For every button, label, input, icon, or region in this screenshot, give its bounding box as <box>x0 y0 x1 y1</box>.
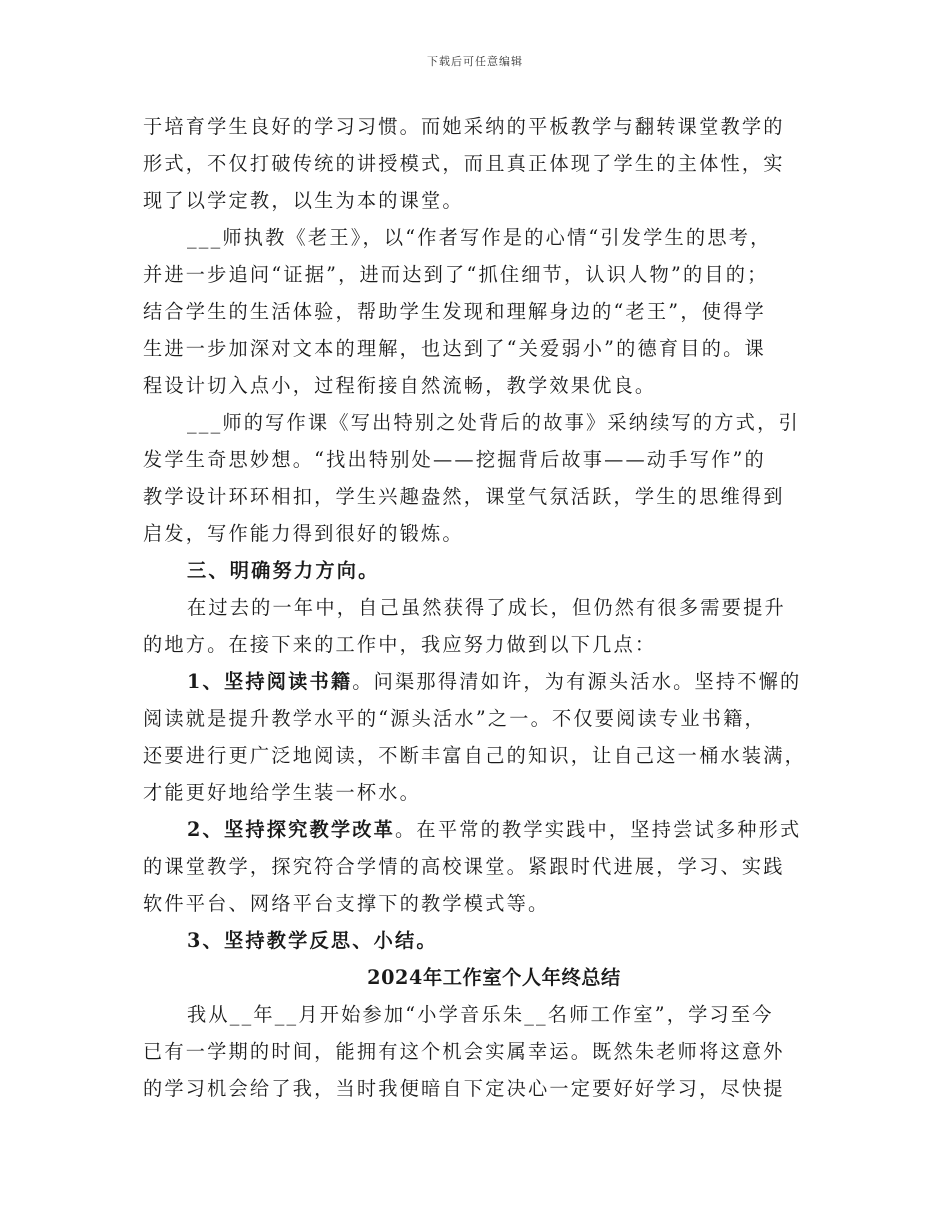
paragraph-start-line: 在过去的一年中，自己虽然获得了成长，但仍然有很多需要提升 <box>187 596 786 619</box>
document-title: 2024年工作室个人年终总结 <box>367 966 621 989</box>
point-text: 。问渠那得清如许，为有源头活水。坚持不懈的 <box>352 670 802 693</box>
numbered-point-line <box>143 815 823 852</box>
body-line: 发学生奇思妙想。“找出特别处——挖掘背后故事——动手写作”的 <box>143 448 766 471</box>
paragraph-start-line: 我从__年__月开始参加“小学音乐朱__名师工作室”，学习至今 <box>187 1003 774 1026</box>
body-line: 现了以学定教，以生为本的课堂。 <box>143 189 464 212</box>
body-line: 软件平台、网络平台支撑下的教学模式等。 <box>143 892 550 915</box>
point-heading: 1、坚持阅读书籍 <box>187 670 353 693</box>
body-line: 的学习机会给了我，当时我便暗自下定决心一定要好好学习，尽快提 <box>143 1077 785 1100</box>
body-line: 结合学生的生活体验，帮助学生发现和理解身边的“老王”，使得学 <box>143 300 766 323</box>
body-line: 形式，不仅打破传统的讲授模式，而且真正体现了学生的主体性，实 <box>143 152 785 175</box>
body-line: 程设计切入点小，过程衔接自然流畅，教学效果优良。 <box>143 374 657 397</box>
body-line: 的地方。在接下来的工作中，我应努力做到以下几点： <box>143 633 657 656</box>
body-line: 才能更好地给学生装一杯水。 <box>143 781 422 804</box>
body-line: 并进一步追问“证据”，进而达到了“抓住细节，认识人物”的目的； <box>143 263 769 286</box>
body-line: 生进一步加深对文本的理解，也达到了“关爱弱小”的德育目的。课 <box>143 337 766 360</box>
page-header-watermark: 下载后可任意编辑 <box>427 55 523 68</box>
paragraph-start-line: ___师执教《老王》，以“作者写作是的心情“引发学生的思考， <box>187 226 772 249</box>
document-body <box>143 112 823 1111</box>
body-line: 还要进行更广泛地阅读，不断丰富自己的知识，让自己这一桶水装满， <box>143 744 807 767</box>
body-line: 启发，写作能力得到很好的锻炼。 <box>143 522 464 545</box>
paragraph-start-line: ___师的写作课《写出特别之处背后的故事》采纳续写的方式，引 <box>187 411 800 434</box>
point-heading: 2、坚持探究教学改革 <box>187 818 396 841</box>
body-line: 于培育学生良好的学习习惯。而她采纳的平板教学与翻转课堂教学的 <box>143 115 785 138</box>
point-heading: 3、坚持教学反思、小结。 <box>187 929 438 952</box>
numbered-point-line <box>143 667 823 704</box>
body-line: 已有一学期的时间，能拥有这个机会实属幸运。既然朱老师将这意外 <box>143 1040 785 1063</box>
point-text: 。在平常的教学实践中，坚持尝试多种形式 <box>395 818 802 841</box>
section-heading: 三、明确努力方向。 <box>187 559 380 582</box>
body-line: 教学设计环环相扣，学生兴趣盎然，课堂气氛活跃，学生的思维得到 <box>143 485 785 508</box>
body-line: 阅读就是提升教学水平的“源头活水”之一。不仅要阅读专业书籍， <box>143 707 766 730</box>
body-line: 的课堂教学，探究符合学情的高校课堂。紧跟时代进展，学习、实践 <box>143 855 785 878</box>
